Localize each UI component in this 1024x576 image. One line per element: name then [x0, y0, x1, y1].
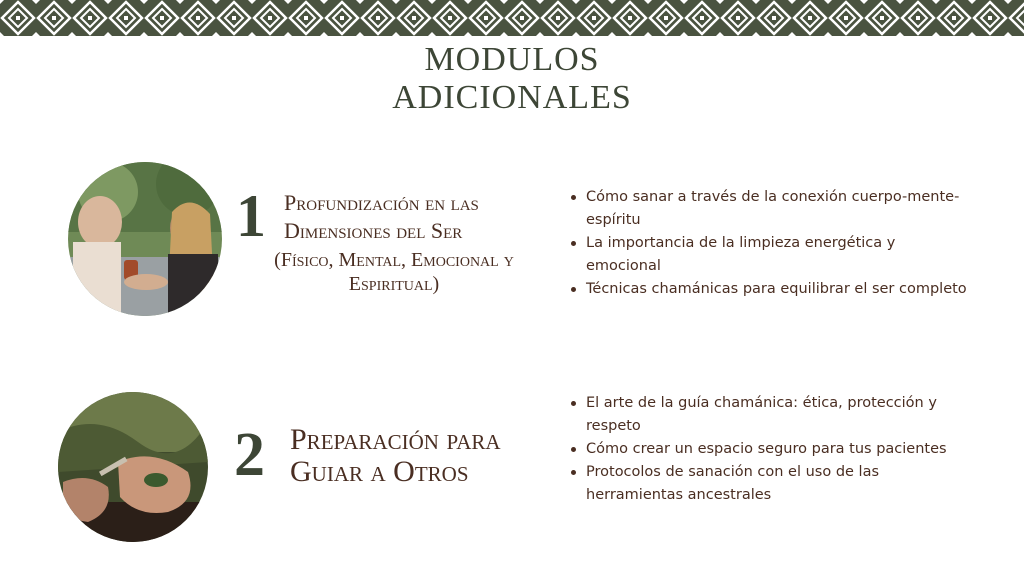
list-item: Protocolos de sanación con el uso de las herramientas ancestrales — [569, 461, 949, 507]
module-2-heading-line-1: Preparación para — [290, 423, 501, 456]
module-2-bullet-list — [569, 392, 949, 507]
list-item: Cómo sanar a través de la conexión cuerpo-mente-espíritu — [569, 186, 969, 232]
module-1-subheading-line-2: Espiritual) — [348, 273, 440, 295]
page-title-line-2: ADICIONALES — [392, 79, 632, 116]
decorative-pattern-band — [0, 0, 1024, 36]
module-2-number: 2 — [234, 421, 265, 489]
list-item: El arte de la guía chamánica: ética, protección y respeto — [569, 392, 949, 438]
module-2-heading-line-2: Guiar a Otros — [290, 455, 469, 488]
module-1-number: 1 — [236, 183, 266, 249]
module-1-subheading-line-1: (Físico, Mental, Emocional y — [274, 249, 514, 271]
list-item: Cómo crear un espacio seguro para tus pacientes — [569, 438, 949, 461]
list-item: La importancia de la limpieza energética y emocional — [569, 232, 969, 278]
module-2-photo — [58, 392, 208, 542]
module-1-photo — [68, 162, 222, 316]
page-title-line-1: MODULOS — [424, 41, 600, 78]
module-1-heading-line-1: Profundización en las — [284, 190, 479, 215]
module-1-heading-line-2: Dimensiones del Ser — [284, 218, 463, 243]
list-item: Técnicas chamánicas para equilibrar el ser completo — [569, 278, 969, 301]
module-1-bullet-list — [569, 186, 969, 301]
